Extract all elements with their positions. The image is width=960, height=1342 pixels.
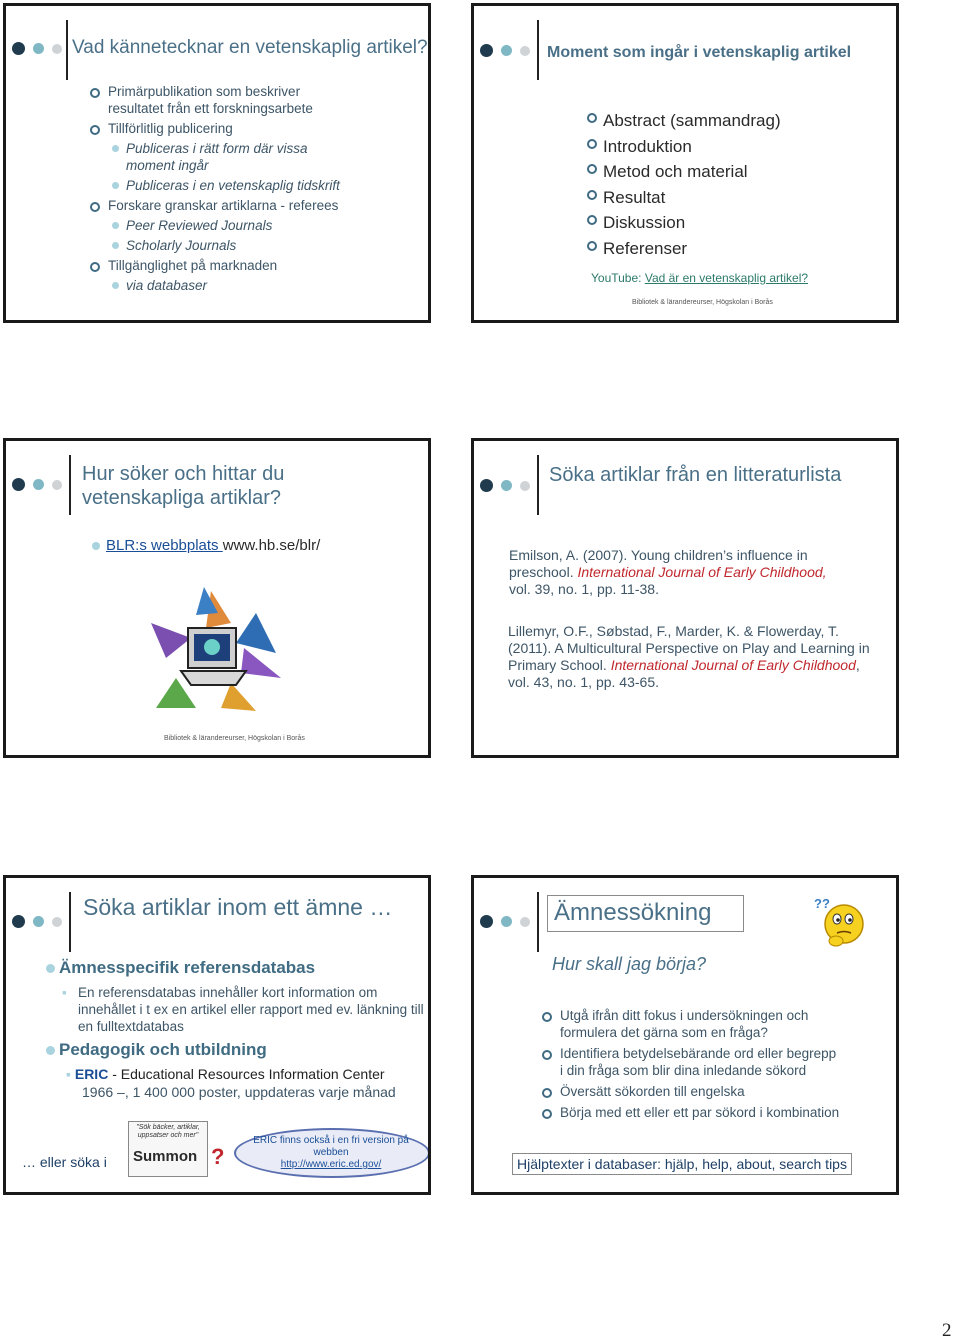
slide-4 — [471, 438, 899, 758]
blr-url: www.hb.se/blr/ — [222, 537, 321, 554]
ref-2-journal: International Journal of Early Childhood — [610, 657, 856, 673]
reference-1 — [509, 547, 839, 598]
list-item: Referenser — [587, 236, 781, 262]
eric-stats: 1966 –, 1 400 000 poster, uppdateras varje månad — [82, 1084, 396, 1100]
ref-1-rest: vol. 39, no. 1, pp. 11-38. — [509, 581, 659, 597]
list-item: Introduktion — [587, 134, 781, 160]
ref-1-authors: Emilson, A. (2007). Young children’s influence in preschool. — [509, 547, 808, 580]
smiley-question-marks: ?? — [814, 896, 830, 911]
list-item: Utgå ifrån ditt fokus i undersökningen och formulera det gärna som en fråga? — [542, 1007, 842, 1041]
computer-clipart-icon — [136, 583, 286, 713]
list-item: Resultat — [587, 185, 781, 211]
bullet — [46, 1046, 55, 1055]
sub-list-item: Publiceras i en vetenskaplig tidskrift — [90, 177, 340, 194]
heading-2-text: Pedagogik och utbildning — [59, 1040, 267, 1059]
sub-list-item: via databaser — [90, 277, 340, 294]
summon-wordmark: Summon — [133, 1148, 198, 1165]
list-item: Diskussion — [587, 210, 781, 236]
blr-link-line — [92, 537, 320, 554]
youtube-link[interactable]: Vad är en vetenskaplig artikel? — [644, 271, 809, 285]
bullet — [46, 964, 55, 973]
ref-1-journal: International Journal of Early Childhood, — [577, 564, 827, 580]
eric-desc: - Educational Resources Information Center — [108, 1066, 385, 1082]
slide-dots — [480, 44, 530, 57]
help-text-box: Hjälptexter i databaser: hjälp, help, about, search tips — [512, 1153, 852, 1175]
slide-dots — [12, 478, 62, 491]
dot-dark — [12, 42, 25, 55]
heading-1-text: Ämnesspecifik referensdatabas — [59, 958, 316, 977]
slide-3-title: Hur söker och hittar du vetenskapliga artiklar? — [82, 463, 285, 509]
dot-dark — [480, 44, 493, 57]
youtube-prefix: YouTube: — [591, 271, 645, 285]
youtube-line — [591, 271, 808, 285]
title-divider — [69, 892, 71, 952]
list-item: Börja med ett eller ett par sökord i kombination — [542, 1104, 842, 1121]
slide-dots — [480, 479, 530, 492]
dot-dark — [480, 915, 493, 928]
bullet — [92, 542, 100, 550]
eric-line: ▪ ERIC - Educational Resources Information Center — [66, 1066, 385, 1082]
dot-light — [520, 917, 530, 927]
list-item: Identifiera betydelsebärande ord eller begrepp i din fråga som blir dina inledande sökord — [542, 1045, 842, 1079]
list-item: Översätt sökorden till engelska — [542, 1083, 842, 1100]
sub-list-item: Peer Reviewed Journals — [90, 217, 340, 234]
thinking-smiley-icon — [814, 892, 869, 952]
slide-3-footer: Bibliotek & lärandereurser, Högskolan i Borås — [164, 735, 305, 742]
title-divider — [537, 455, 539, 515]
slide-5-title: Söka artiklar inom ett ämne … — [83, 894, 393, 920]
slide-2-title: Moment som ingår i vetenskaplig artikel — [547, 44, 852, 61]
callout-text — [246, 1135, 416, 1171]
title-divider — [66, 20, 68, 80]
ref-2-authors: Lillemyr, O.F., Søbstad, F., Marder, K. & Flowerday, T. (2011). A Multicultural Perspective on Play and Learning in Primary School. — [508, 623, 870, 673]
slide-6-bullet-list — [542, 1007, 842, 1125]
heading-pedagogik — [46, 1040, 267, 1060]
heading-referensdatabas — [46, 958, 315, 978]
slide-6-subtitle: Hur skall jag börja? — [552, 954, 707, 974]
slide-3 — [3, 438, 431, 758]
ref-2-rest: , vol. 43, no. 1, pp. 43-65. — [508, 657, 860, 690]
text-1: En referensdatabas innehåller kort information om innehållet i t ex en artikel eller rapport med ev. länkning till en fulltextdatabas — [78, 985, 424, 1034]
summon-bubble: "Sök bäcker, artiklar, uppsatser och mer" — [136, 1124, 200, 1139]
list-item: Abstract (sammandrag) — [587, 108, 781, 134]
slide-2-footer: Bibliotek & lärandereurser, Högskolan i Borås — [632, 299, 773, 306]
slide-2-bullet-list — [587, 108, 781, 262]
slide-dots — [480, 915, 530, 928]
slide-6 — [471, 875, 899, 1195]
list-item: Tillgänglighet på marknaden — [90, 257, 340, 274]
page-number: 2 — [942, 1320, 952, 1341]
dot-light — [52, 917, 62, 927]
slide-5 — [3, 875, 431, 1195]
list-item: Metod och material — [587, 159, 781, 185]
blr-website-link[interactable]: BLR:s webbplats — [106, 537, 223, 554]
dot-mid — [501, 45, 512, 56]
summon-logo[interactable] — [128, 1121, 208, 1177]
slide-dots — [12, 915, 62, 928]
dot-mid — [33, 916, 44, 927]
slide-dots — [12, 42, 62, 55]
dot-mid — [33, 43, 44, 54]
dot-light — [520, 46, 530, 56]
slide-1-title: Vad kännetecknar en vetenskaplig artikel? — [72, 37, 428, 58]
dot-dark — [12, 478, 25, 491]
dot-mid — [501, 480, 512, 491]
list-item: Forskare granskar artiklarna - referees — [90, 197, 340, 214]
eric-gov-link[interactable]: http://www.eric.ed.gov/ — [280, 1159, 382, 1170]
sub-list-item: Publiceras i rätt form där vissa moment ingår — [90, 140, 340, 174]
title-divider — [537, 892, 539, 952]
slide-1 — [3, 3, 431, 323]
slide-2 — [471, 3, 899, 323]
question-mark: ? — [211, 1144, 225, 1169]
title-divider — [69, 455, 71, 515]
dot-mid — [33, 479, 44, 490]
list-item: Tillförlitlig publicering — [90, 120, 340, 137]
eric-name: ERIC — [74, 1066, 109, 1082]
dot-dark — [480, 479, 493, 492]
reference-2 — [508, 623, 873, 691]
referensdatabas-description: ▪ En referensdatabas innehåller kort information om innehållet i t ex en artikel eller rapport med ev. länkning till en fulltextdatabas — [66, 984, 431, 1035]
dot-light — [520, 481, 530, 491]
slide-4-title: Söka artiklar från en litteraturlista — [549, 464, 842, 486]
dot-mid — [501, 916, 512, 927]
title-divider — [537, 20, 539, 80]
slide-1-bullet-list — [90, 83, 340, 297]
callout-line-1: ERIC finns också i en fri version på webben — [253, 1135, 409, 1158]
dot-dark — [12, 915, 25, 928]
list-item: Primärpublikation som beskriver resultatet från ett forskningsarbete — [90, 83, 340, 117]
dot-light — [52, 44, 62, 54]
sub-list-item: Scholarly Journals — [90, 237, 340, 254]
dot-light — [52, 480, 62, 490]
eller-soka-text: … eller söka i — [22, 1154, 107, 1170]
slide-6-title: Ämnessökning — [547, 895, 744, 932]
